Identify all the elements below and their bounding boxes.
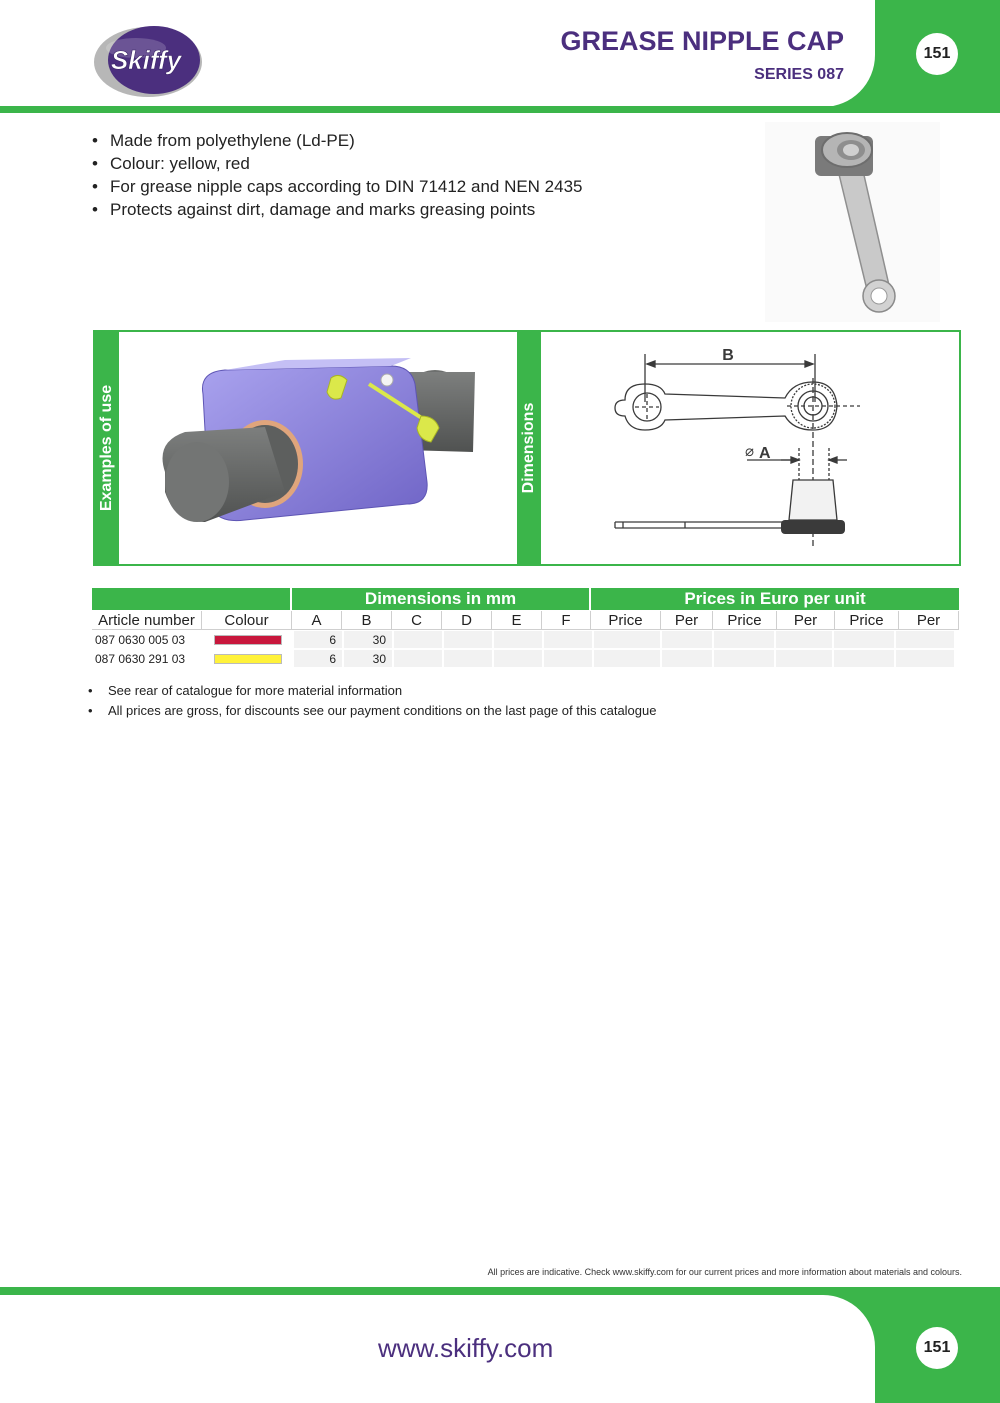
column-header: E bbox=[492, 611, 542, 630]
colour-cell bbox=[204, 631, 292, 648]
column-header: Article number bbox=[92, 611, 202, 630]
dimension-label-b: B bbox=[722, 347, 734, 364]
footer-page-number-badge: 151 bbox=[916, 1327, 958, 1369]
per-3 bbox=[896, 650, 954, 667]
dim-e bbox=[494, 650, 542, 667]
table-row bbox=[92, 650, 956, 667]
examples-dimensions-panel bbox=[93, 330, 961, 566]
dim-c bbox=[394, 631, 442, 648]
dim-c bbox=[394, 650, 442, 667]
page-title: GREASE NIPPLE CAP bbox=[560, 26, 844, 56]
dim-b: 30 bbox=[344, 650, 392, 667]
feature-item: • Made from polyethylene (Ld-PE) bbox=[92, 129, 583, 152]
column-header: D bbox=[442, 611, 492, 630]
page-number-badge: 151 bbox=[916, 33, 958, 75]
column-header: A bbox=[292, 611, 342, 630]
group-header-dimensions: Dimensions in mm bbox=[292, 588, 589, 610]
price-disclaimer: All prices are indicative. Check www.skiffy.com for our current prices and more information about materials and colours. bbox=[487, 1267, 962, 1277]
feature-item: • Protects against dirt, damage and marks greasing points bbox=[92, 198, 583, 221]
feature-item: • Colour: yellow, red bbox=[92, 152, 583, 175]
column-header: Price bbox=[835, 611, 899, 630]
per-1 bbox=[662, 631, 712, 648]
dim-f bbox=[544, 650, 592, 667]
notes-list bbox=[88, 681, 656, 721]
column-header: B bbox=[342, 611, 392, 630]
note-item: • All prices are gross, for discounts see our payment conditions on the last page of this catalogue bbox=[88, 701, 656, 721]
feature-list bbox=[92, 129, 583, 221]
column-header: C bbox=[392, 611, 442, 630]
colour-swatch bbox=[214, 654, 282, 664]
logo-text: Skiffy bbox=[110, 45, 182, 75]
dim-f bbox=[544, 631, 592, 648]
per-2 bbox=[776, 650, 832, 667]
website-link[interactable]: www.skiffy.com bbox=[378, 1333, 554, 1363]
table-column-header bbox=[92, 611, 959, 630]
per-3 bbox=[896, 631, 954, 648]
column-header: Per bbox=[899, 611, 959, 630]
dimension-label-a: A bbox=[759, 445, 771, 462]
group-header-blank bbox=[92, 588, 290, 610]
header-divider bbox=[0, 106, 1000, 113]
price-1 bbox=[594, 650, 660, 667]
skiffy-logo bbox=[92, 22, 204, 98]
column-header: Colour bbox=[202, 611, 292, 630]
column-header: F bbox=[542, 611, 591, 630]
dim-a: 6 bbox=[294, 650, 342, 667]
note-item: • See rear of catalogue for more material information bbox=[88, 681, 656, 701]
column-header: Per bbox=[777, 611, 835, 630]
dim-e bbox=[494, 631, 542, 648]
per-1 bbox=[662, 650, 712, 667]
article-number: 087 0630 291 03 bbox=[92, 650, 202, 667]
column-header: Price bbox=[591, 611, 661, 630]
series-subtitle: SERIES 087 bbox=[754, 66, 844, 83]
table-group-header bbox=[92, 588, 959, 610]
diameter-symbol: ⌀ bbox=[745, 442, 755, 460]
examples-label-bar bbox=[95, 332, 119, 564]
dim-d bbox=[444, 650, 492, 667]
dimensions-label: Dimensions bbox=[520, 402, 537, 494]
dim-b: 30 bbox=[344, 631, 392, 648]
price-3 bbox=[834, 650, 894, 667]
table-row bbox=[92, 631, 956, 648]
price-3 bbox=[834, 631, 894, 648]
column-header: Price bbox=[713, 611, 777, 630]
dimension-drawing bbox=[575, 332, 875, 564]
article-number: 087 0630 005 03 bbox=[92, 631, 202, 648]
price-1 bbox=[594, 631, 660, 648]
per-2 bbox=[776, 631, 832, 648]
column-header: Per bbox=[661, 611, 713, 630]
price-2 bbox=[714, 631, 774, 648]
feature-item: • For grease nipple caps according to DIN 71412 and NEN 2435 bbox=[92, 175, 583, 198]
colour-cell bbox=[204, 650, 292, 667]
dimensions-label-bar bbox=[517, 332, 541, 564]
dim-d bbox=[444, 631, 492, 648]
examples-label: Examples of use bbox=[98, 384, 115, 512]
colour-swatch bbox=[214, 635, 282, 645]
example-of-use-image bbox=[135, 332, 505, 564]
price-2 bbox=[714, 650, 774, 667]
product-photo bbox=[765, 122, 940, 322]
group-header-prices: Prices in Euro per unit bbox=[591, 588, 959, 610]
dim-a: 6 bbox=[294, 631, 342, 648]
